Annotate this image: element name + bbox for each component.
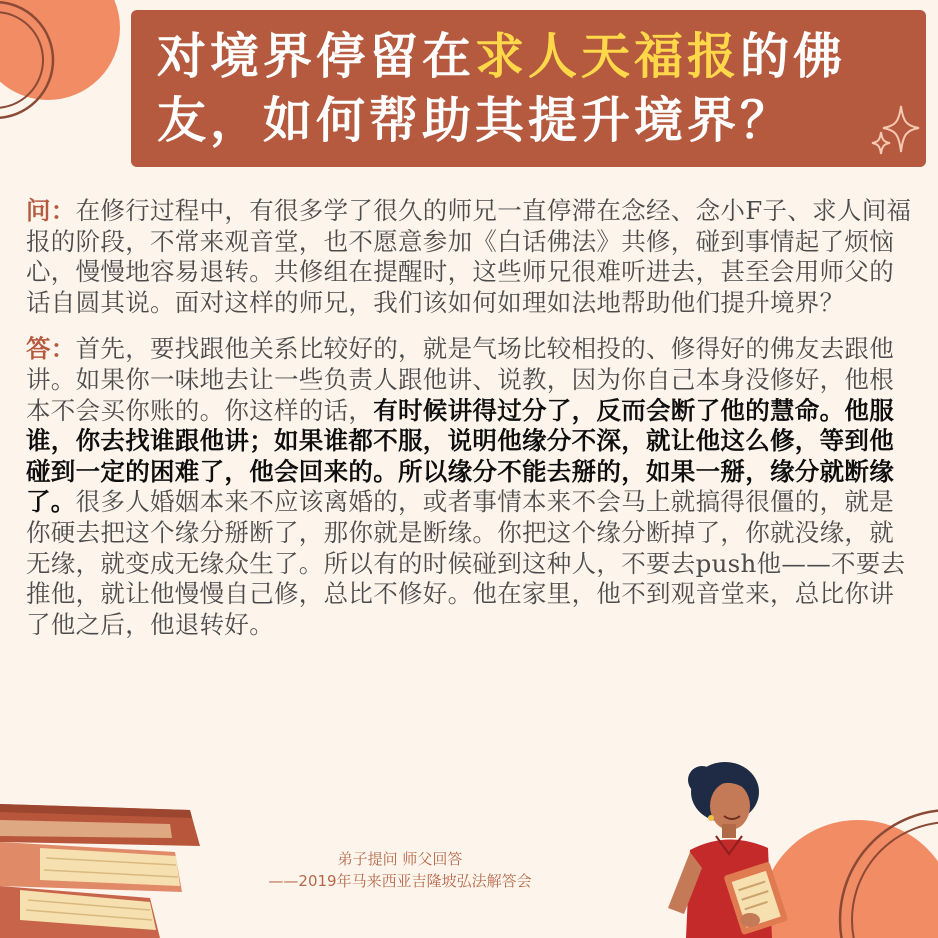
answer-text-1: 首先，要找跟他关系比较好的，就是气场比较相投的、修得好的佛友去跟他讲。如果你一味地去让一些负责人跟他讲、说教，因为你自己本身没修好，他根本不会买你账的。你这样的话， bbox=[26, 334, 895, 425]
corner-circle-top-left bbox=[0, 0, 130, 150]
answer-text-emphasis: 有时候讲得过分了，反而会断了他的慧命。他服谁，你去找谁跟他讲；如果谁都不服，说明他缘分不深，就让他这么修，等到他碰到一定的困难了，他会回来的。所以缘分不能去掰的，如果一掰，缘分就断缘了。 bbox=[26, 395, 895, 517]
source-footer bbox=[190, 848, 610, 892]
books-icon bbox=[0, 790, 215, 938]
question-label: 问： bbox=[26, 196, 76, 225]
qa-body bbox=[26, 196, 914, 640]
footer-line-2: ——2019年马来西亚吉隆坡弘法解答会 bbox=[268, 872, 532, 890]
sparkle-icon bbox=[869, 102, 923, 156]
woman-with-clipboard-illustration bbox=[650, 758, 800, 938]
answer-paragraph bbox=[26, 334, 914, 640]
question-paragraph bbox=[26, 196, 914, 318]
title-highlight: 求人天福报 bbox=[475, 27, 741, 85]
answer-label: 答： bbox=[26, 334, 76, 364]
question-text: 在修行过程中，有很多学了很久的师兄一直停滞在念经、念小F子、求人间福报的阶段，不常来观音堂，也不愿意参加《白话佛法》共修，碰到事情起了烦恼心，慢慢地容易退转。共修组在提醒时，这些师兄很难听进去，甚至会用师父的话自圆其说。面对这样的师兄，我们该如何如理如法地帮助他们提升境界？ bbox=[26, 196, 912, 317]
title-banner bbox=[131, 10, 926, 167]
answer-text-3: 很多人婚姻本来不应该离婚的，或者事情本来不会马上就搞得很僵的，就是你硬去把这个缘分掰断了，那你就是断缘。你把这个缘分断掉了，你就没缘，就无缘，就变成无缘众生了。所以有的时候碰到这种人，不要去push他——不要去推他，就让他慢慢自己修，总比不修好。他在家里，他不到观音堂来，总比你讲了他之后，他退转好。 bbox=[26, 487, 906, 639]
corner-rings-bottom-right bbox=[800, 780, 938, 938]
page-title: 对境界停留在求人天福报的佛友，如何帮助其提升境界？ bbox=[157, 27, 847, 149]
footer-line-1: 弟子提问 师父回答 bbox=[337, 850, 463, 868]
